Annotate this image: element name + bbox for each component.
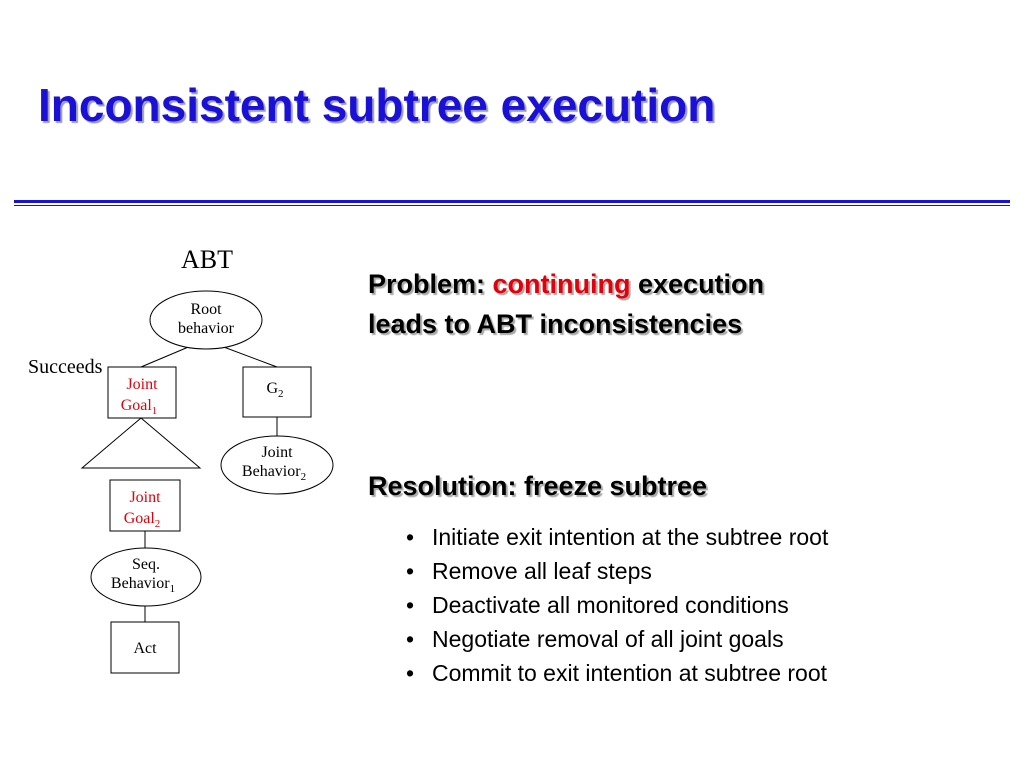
act-label: Act: [133, 640, 157, 657]
root-behavior-line1: Root: [190, 301, 222, 318]
joint-goal-1-line1: Joint: [126, 376, 158, 393]
bullet-glyph: •: [406, 660, 415, 686]
joint-behavior-2-line1: Joint: [261, 444, 293, 461]
joint-goal-2-sub: 2: [154, 518, 161, 530]
bullet-text: Deactivate all monitored conditions: [432, 592, 789, 618]
bullet-glyph: •: [406, 626, 415, 652]
joint-behavior-2-word: Behavior: [241, 463, 301, 480]
diagram-label: ABT: [181, 245, 233, 274]
problem-line-1: [368, 264, 764, 304]
bullet-glyph: •: [406, 592, 415, 618]
g2-letter: G: [266, 380, 279, 397]
bullet-text: Negotiate removal of all joint goals: [432, 626, 784, 652]
bullet-text: Initiate exit intention at the subtree root: [432, 524, 829, 550]
joint-goal-2-word: Goal: [123, 510, 155, 527]
problem-line-2: leads to ABT inconsistencies: [368, 309, 743, 339]
joint-goal-1-sub: 1: [151, 405, 158, 417]
succeeds-annotation: Succeeds: [28, 356, 103, 378]
bullet-item: [406, 520, 828, 554]
problem-suffix: execution: [630, 269, 765, 299]
slide-title: Inconsistent subtree execution: [38, 79, 716, 131]
bullet-item: [406, 554, 828, 588]
bullet-glyph: •: [406, 524, 415, 550]
problem-highlight: continuing: [492, 269, 631, 299]
joint-goal-2-line1: Joint: [129, 489, 161, 506]
bullet-item: [406, 656, 828, 690]
seq-behavior-1-line1: Seq.: [132, 556, 160, 573]
bullet-text: Remove all leaf steps: [432, 558, 652, 584]
problem-statement: [368, 264, 764, 344]
bullet-glyph: •: [406, 558, 415, 584]
bullet-item: [406, 588, 828, 622]
problem-prefix: Problem:: [368, 269, 493, 299]
resolution-heading: Resolution: freeze subtree: [368, 471, 708, 501]
bullet-text: Commit to exit intention at subtree root: [432, 660, 828, 686]
subtree-triangle: [82, 418, 200, 468]
seq-behavior-1-word: Behavior: [110, 575, 170, 592]
resolution-bullets: [406, 520, 828, 690]
root-behavior-line2: behavior: [178, 320, 234, 337]
joint-goal-1-word: Goal: [120, 397, 152, 414]
bullet-item: [406, 622, 828, 656]
joint-behavior-2-sub: 2: [300, 471, 307, 483]
seq-behavior-1-sub: 1: [169, 583, 176, 595]
g2-sub: 2: [278, 388, 284, 400]
